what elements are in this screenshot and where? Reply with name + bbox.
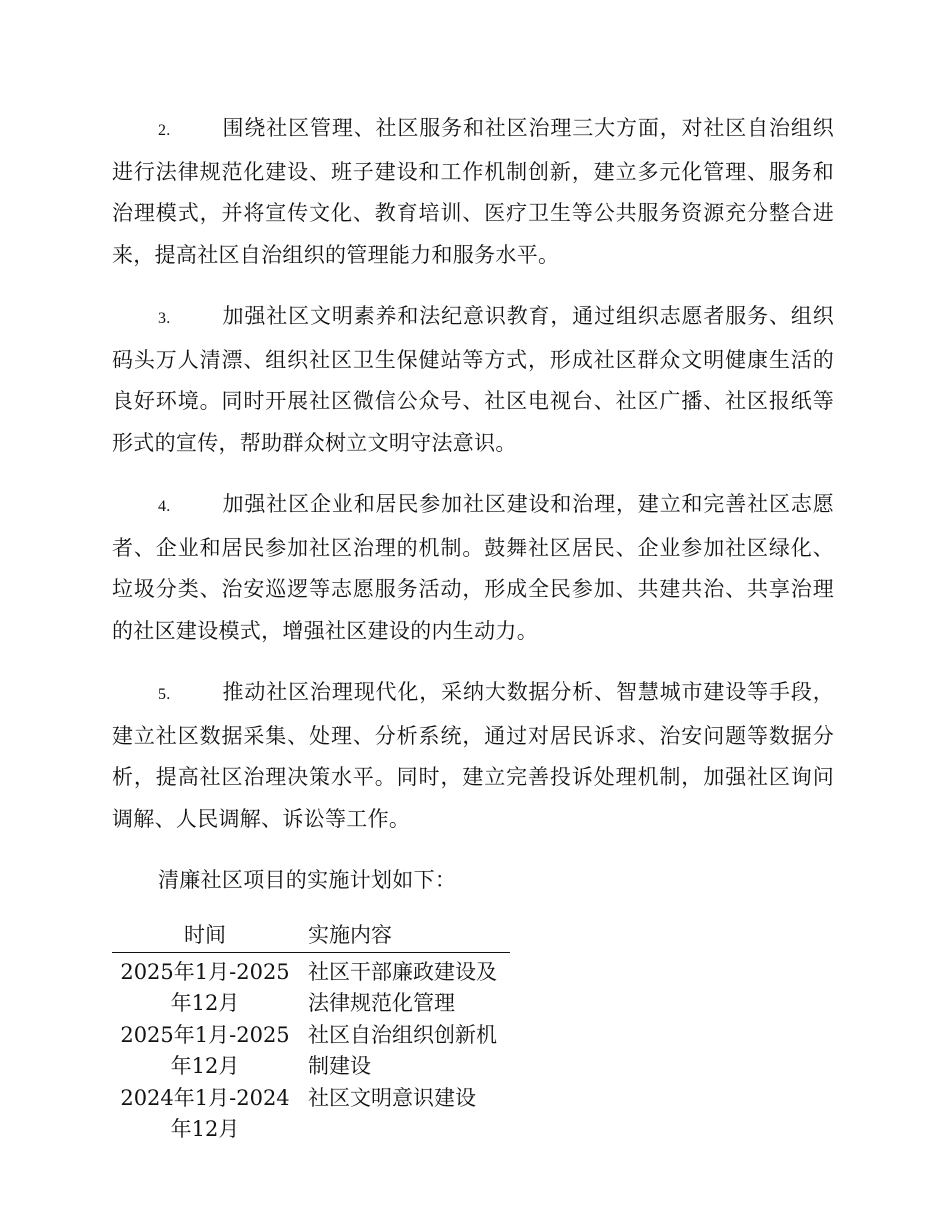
table-header-row [112,920,510,953]
paragraph-text: 推动社区治理现代化，采纳大数据分析、智慧城市建设等手段，建立社区数据采集、处理、分析系统，通过对居民诉求、治安问题等数据分析，提高社区治理决策水平。同时，建立完善投诉处理机制，加强社区询问调解、人民调解、诉讼等工作。 [112,680,834,831]
time-line-1: 2024年1月-2024 [120,1085,290,1110]
time-line-2: 年12月 [170,1053,240,1078]
time-line-2: 年12月 [170,990,240,1015]
document-page [112,108,834,1146]
implementation-plan-table [112,920,510,1146]
paragraph-text: 加强社区文明素养和法纪意识教育，通过组织志愿者服务、组织码头万人清漂、组织社区卫生保健站等方式，形成社区群众文明健康生活的良好环境。同时开展社区微信公众号、社区电视台、社区广播、社区报纸等形式的宣传，帮助群众树立文明守法意识。 [112,304,834,455]
header-content: 实施内容 [298,920,510,953]
time-cell [112,1083,298,1146]
paragraph-number: 3. [158,310,171,327]
paragraph-text: 围绕社区管理、社区服务和社区治理三大方面，对社区自治组织进行法律规范化建设、班子建设和工作机制创新，建立多元化管理、服务和治理模式，并将宣传文化、教育培训、医疗卫生等公共服务资源充分整合进来，提高社区自治组织的管理能力和服务水平。 [112,116,834,267]
content-cell: 社区干部廉政建设及法律规范化管理 [308,959,497,1015]
paragraph-number: 5. [158,686,171,703]
paragraph-item-5 [112,672,834,840]
content-cell: 社区自治组织创新机制建设 [308,1022,497,1078]
table-row [112,1083,510,1146]
header-time: 时间 [112,920,298,953]
table-row [112,1020,510,1083]
paragraph-number: 2. [158,122,171,139]
time-cell [112,952,298,1020]
content-cell: 社区文明意识建设 [308,1085,476,1110]
time-line-1: 2025年1月-2025 [120,1022,290,1047]
time-line-2: 年12月 [170,1116,240,1141]
table-row [112,952,510,1020]
table-intro-text: 清廉社区项目的实施计划如下： [158,868,457,892]
paragraph-item-2 [112,108,834,276]
paragraph-item-3 [112,296,834,464]
time-cell [112,1020,298,1083]
paragraph-item-4 [112,484,834,652]
paragraph-text: 加强社区企业和居民参加社区建设和治理，建立和完善社区志愿者、企业和居民参加社区治理的机制。鼓舞社区居民、企业参加社区绿化、垃圾分类、治安巡逻等志愿服务活动，形成全民参加、共建共治、共享治理的社区建设模式，增强社区建设的内生动力。 [112,492,834,643]
time-line-1: 2025年1月-2025 [120,959,290,984]
paragraph-number: 4. [158,498,171,515]
